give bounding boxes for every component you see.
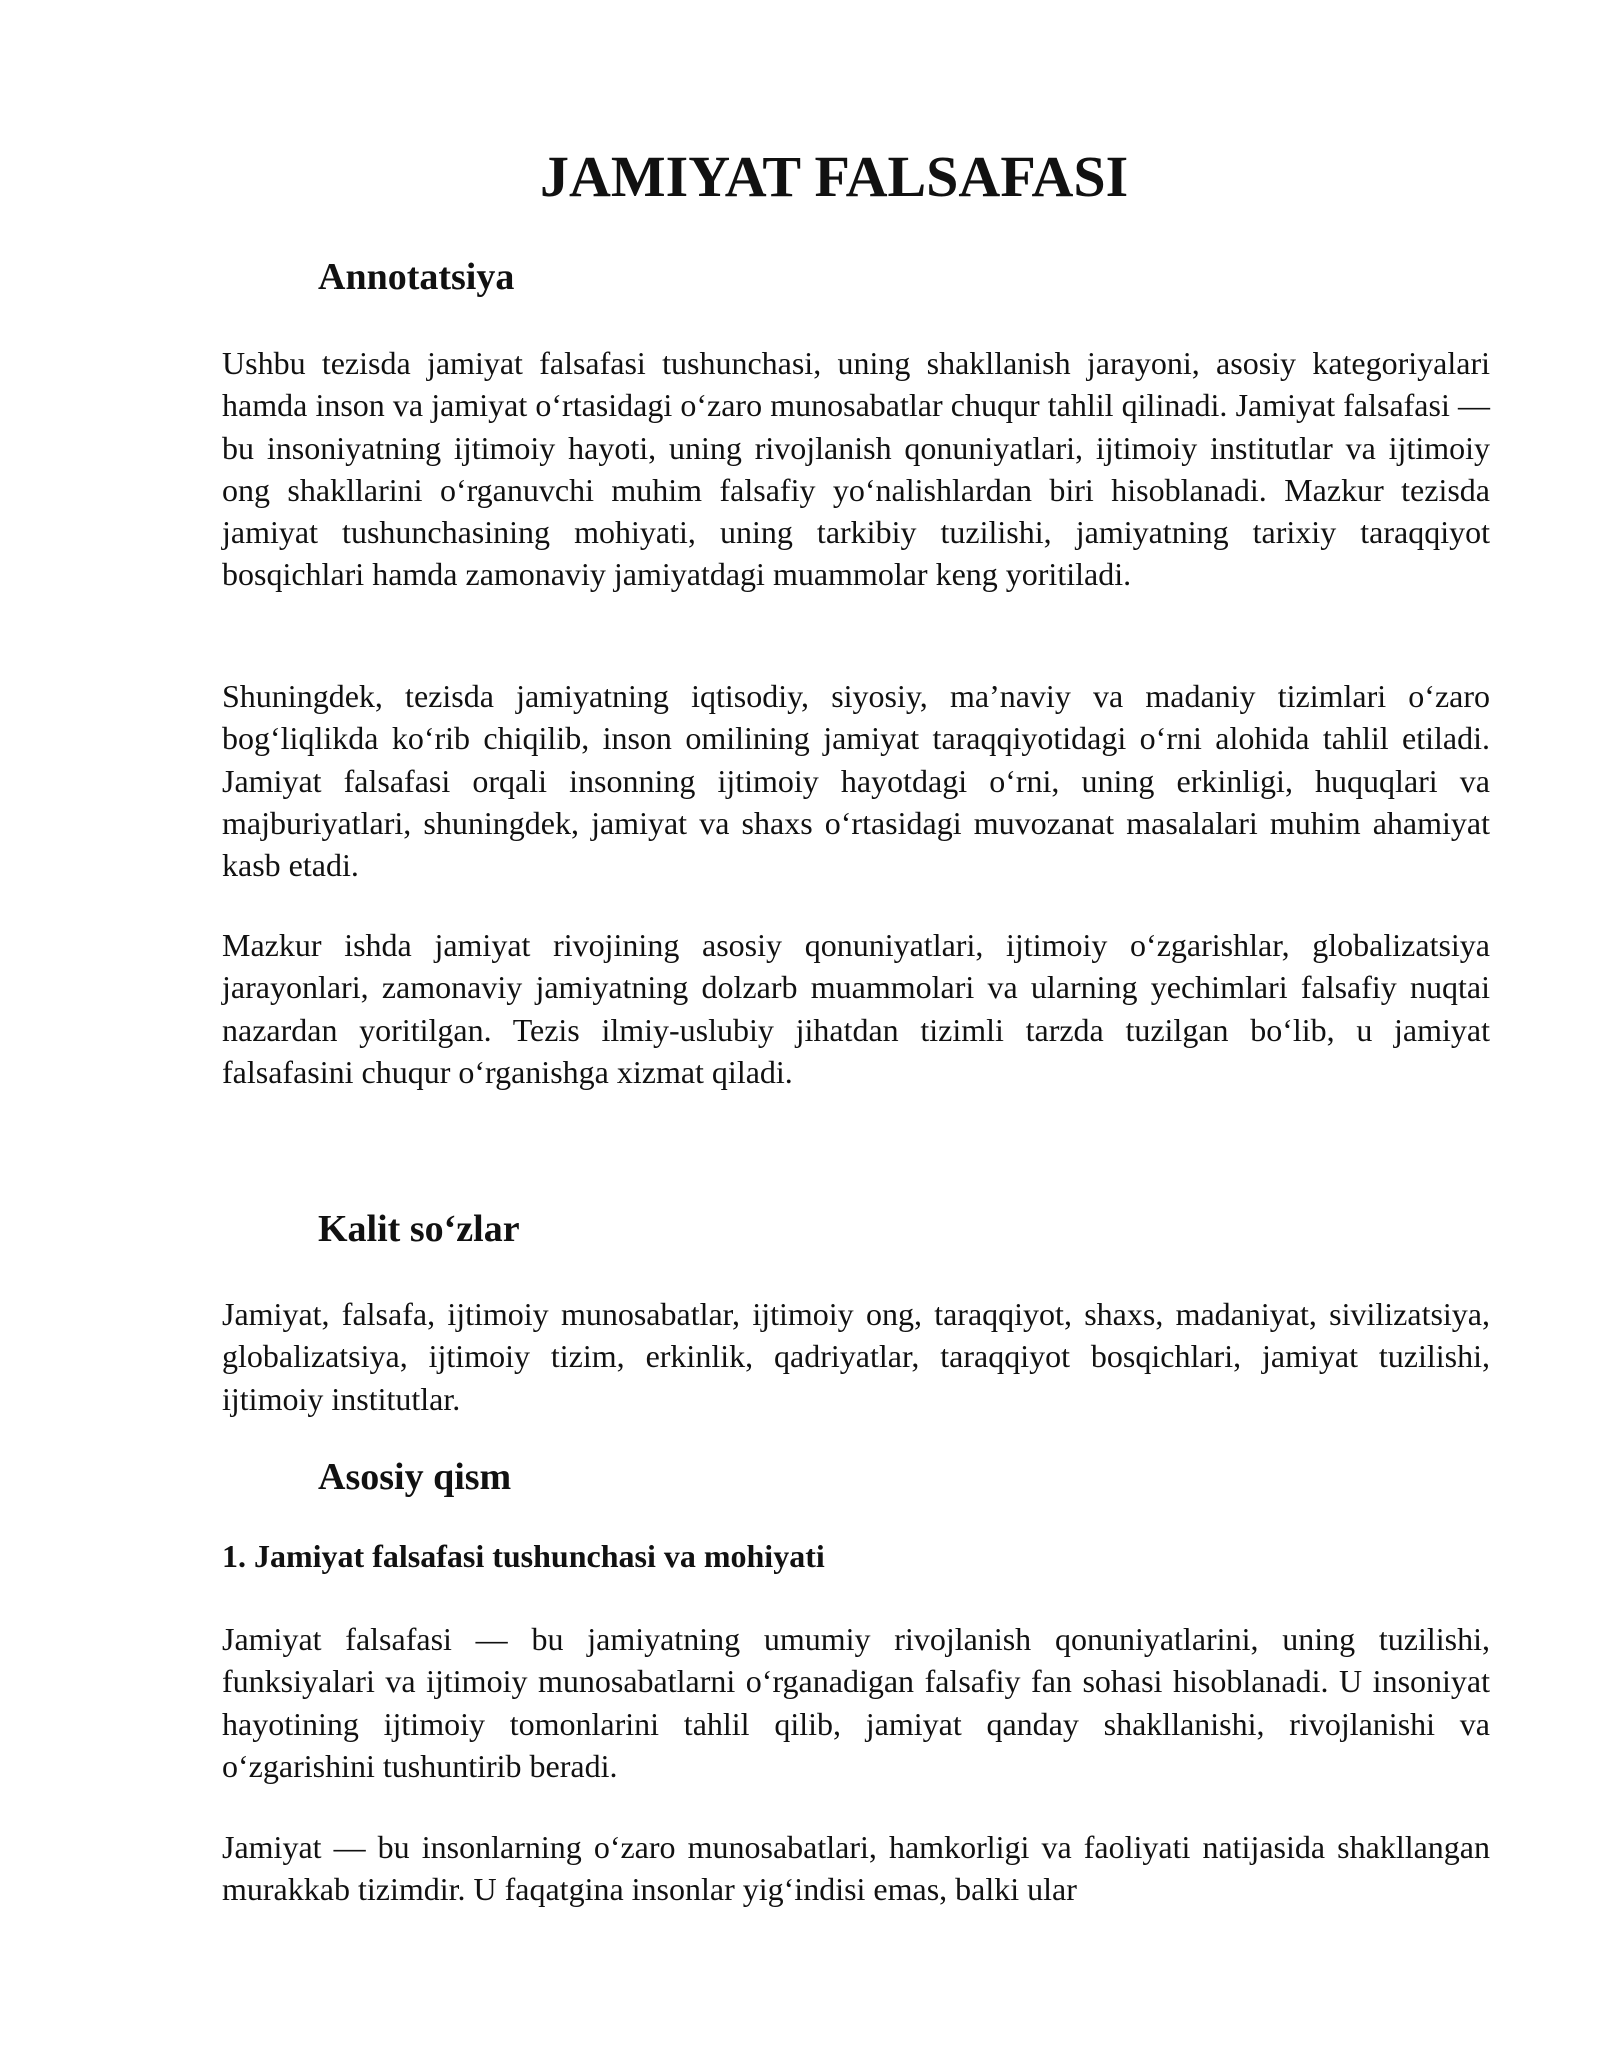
annotation-paragraph-2: Shuningdek, tezisda jamiyatning iqtisodiy, siyosiy, ma’naviy va madaniy tizimlari o‘zaro bog‘liqlikda ko‘rib chiqilib, inson omilining jamiyat taraqqiyotidagi o‘rni alohida tahlil etiladi. Jamiyat falsafasi orqali insonning ijtimoiy hayotdagi o‘rni, uning erkinligi, huquqlari va majburiyatlari, shuningdek, jamiyat va shaxs o‘rtasidagi muvozanat masalalari muhim ahamiyat kasb etadi. xyxy=(222,678,1490,884)
section-1-paragraph-2: Jamiyat — bu insonlarning o‘zaro munosabatlari, hamkorligi va faoliyati natijasida shakllangan murakkab tizimdir. U faqatgina insonlar yig‘indisi emas, balki ular xyxy=(222,1829,1490,1908)
keywords-paragraph: Jamiyat, falsafa, ijtimoiy munosabatlar, ijtimoiy ong, taraqqiyot, shaxs, madaniyat, sivilizatsiya, globalizatsiya, ijtimoiy tizim, erkinlik, qadriyatlar, taraqqiyot bosqichlari, jamiyat tuzilishi, ijtimoiy institutlar. xyxy=(222,1296,1490,1417)
main-part-heading: Asosiy qism xyxy=(318,1456,512,1498)
annotation-paragraph-3: Mazkur ishda jamiyat rivojining asosiy qonuniyatlari, ijtimoiy o‘zgarishlar, globalizatsiya jarayonlari, zamonaviy jamiyatning dolzarb muammolari va ularning yechimlari falsafiy nuqtai nazardan yoritilgan. Tezis ilmiy-uslubiy jihatdan tizimli tarzda tuzilgan bo‘lib, u jamiyat falsafasini chuqur o‘rganishga xizmat qiladi. xyxy=(222,927,1490,1090)
section-1-heading: 1. Jamiyat falsafasi tushunchasi va mohiyati xyxy=(222,1538,825,1574)
document-title: JAMIYAT FALSAFASI xyxy=(540,144,1129,209)
keywords-heading: Kalit so‘zlar xyxy=(318,1208,520,1250)
section-1-paragraph-1: Jamiyat falsafasi — bu jamiyatning umumiy rivojlanish qonuniyatlarini, uning tuzilishi, funksiyalari va ijtimoiy munosabatlarni o‘rganadigan falsafiy fan sohasi hisoblanadi. U insoniyat hayotining ijtimoiy tomonlarini tahlil qilib, jamiyat qanday shakllanishi, rivojlanishi va o‘zgarishini tushuntirib beradi. xyxy=(222,1621,1490,1784)
annotation-paragraph-1: Ushbu tezisda jamiyat falsafasi tushunchasi, uning shakllanish jarayoni, asosiy kategoriyalari hamda inson va jamiyat o‘rtasidagi o‘zaro munosabatlar chuqur tahlil qilinadi. Jamiyat falsafasi — bu insoniyatning ijtimoiy hayoti, uning rivojlanish qonuniyatlari, ijtimoiy institutlar va ijtimoiy ong shakllarini o‘rganuvchi muhim falsafiy yo‘nalishlardan biri hisoblanadi. Mazkur tezisda jamiyat tushunchasining mohiyati, uning tarkibiy tuzilishi, jamiyatning tarixiy taraqqiyot bosqichlari hamda zamonaviy jamiyatdagi muammolar keng yoritiladi. xyxy=(222,345,1490,593)
annotation-heading: Annotatsiya xyxy=(318,256,515,298)
